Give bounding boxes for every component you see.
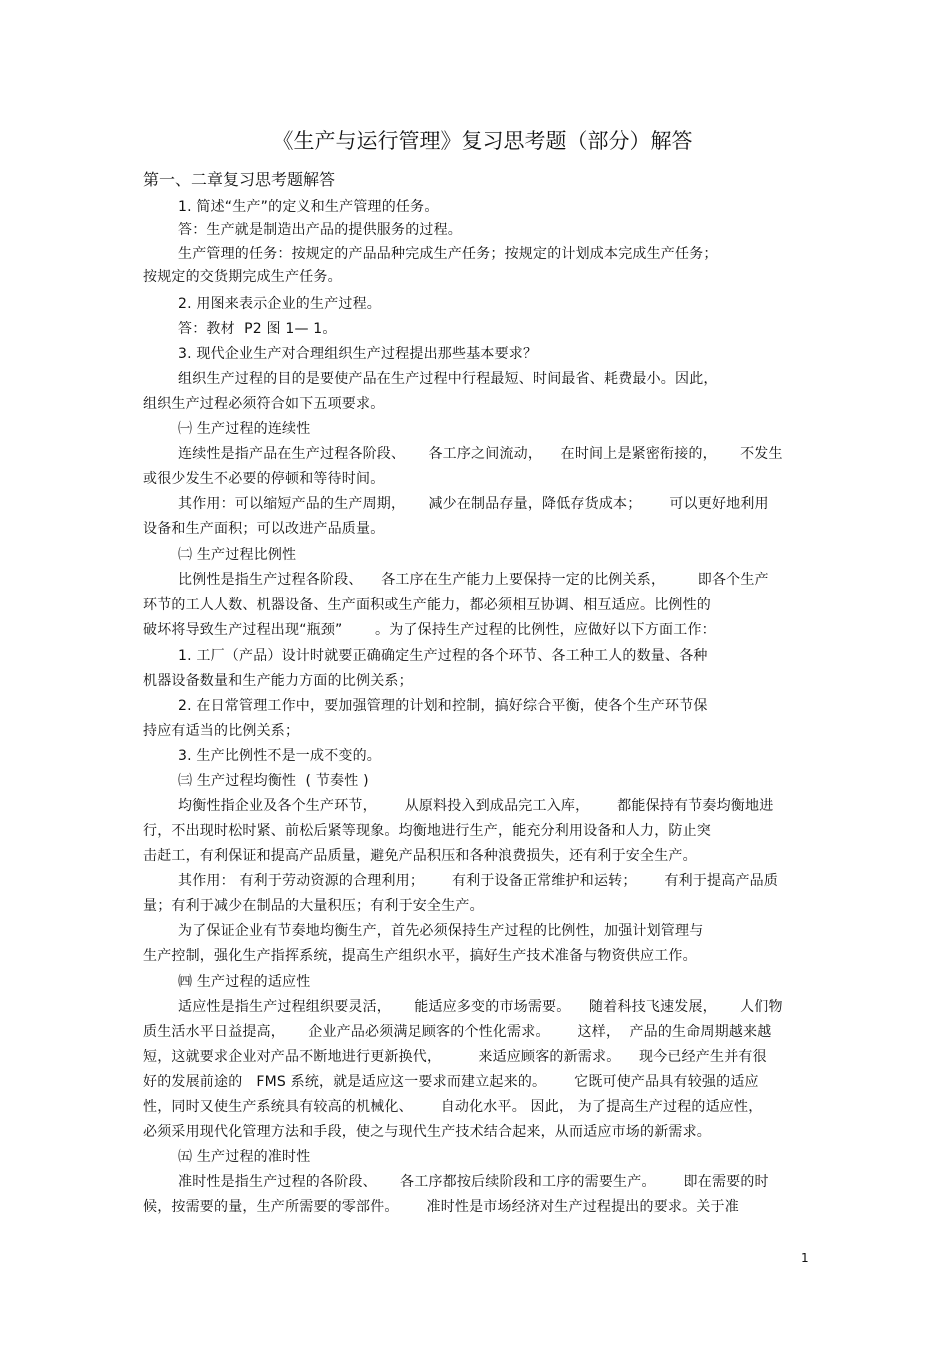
text-line: 1. 简述“生产”的定义和生产管理的任务。 [178,199,439,215]
text-line: 设备和生产面积；可以改进产品质量。 [143,521,385,537]
document-title: 《生产与运行管理》复习思考题（部分）解答 [272,129,693,153]
text-line: 短，这就要求企业对产品不断地进行更新换代， 来适应顾客的新需求。 现今已经产生并有很 [143,1049,767,1065]
text-line: 其作用： 有利于劳动资源的合理利用； 有利于设备正常维护和运转； 有利于提高产品质 [178,873,779,889]
text-line: 1. 工厂（产品）设计时就要正确确定生产过程的各个环节、各工种工人的数量、各种 [178,648,708,664]
text-line: 答：教材 P2 图 1— 1。 [178,321,337,337]
text-line: ㈢ 生产过程均衡性 ( 节奏性 ) [178,773,369,789]
text-line: 连续性是指产品在生产过程各阶段、 各工序之间流动， 在时间上是紧密衔接的， 不发生 [178,446,783,462]
text-line: 或很少发生不必要的停顿和等待时间。 [143,471,385,487]
text-line: 组织生产过程必须符合如下五项要求。 [143,396,385,412]
text-line: 2. 用图来表示企业的生产过程。 [178,296,382,312]
text-line: ㈤ 生产过程的准时性 [178,1149,311,1165]
text-line: 生产管理的任务：按规定的产品品种完成生产任务；按规定的计划成本完成生产任务； [178,246,718,262]
text-line: 行，不出现时松时紧、前松后紧等现象。均衡地进行生产，能充分利用设备和人力，防止突 [143,823,711,839]
text-line: 破坏将导致生产过程出现“瓶颈” 。为了保持生产过程的比例性，应做好以下方面工作： [143,622,716,638]
text-line: 好的发展前途的 FMS 系统，就是适应这一要求而建立起来的。 它既可使产品具有较强的适应 [143,1074,759,1090]
text-line: 击赶工，有利保证和提高产品质量，避免产品积压和各种浪费损失，还有利于安全生产。 [143,848,697,864]
text-line: 答：生产就是制造出产品的提供服务的过程。 [178,222,462,238]
text-line: 为了保证企业有节奏地均衡生产，首先必须保持生产过程的比例性，加强计划管理与 [178,923,704,939]
text-line: 准时性是指生产过程的各阶段、 各工序都按后续阶段和工序的需要生产。 即在需要的时 [178,1174,769,1190]
page-number: 1 [801,1251,809,1265]
text-line: 比例性是指生产过程各阶段、 各工序在生产能力上要保持一定的比例关系， 即各个生产 [178,572,769,588]
text-line: 2. 在日常管理工作中，要加强管理的计划和控制，搞好综合平衡，使各个生产环节保 [178,698,708,714]
text-line: 性，同时又使生产系统具有较高的机械化、 自动化水平。 因此， 为了提高生产过程的适应性， [143,1099,763,1115]
text-line: 机器设备数量和生产能力方面的比例关系； [143,673,413,689]
text-line: 均衡性指企业及各个生产环节， 从原料投入到成品完工入库， 都能保持有节奏均衡地进 [178,798,774,814]
text-line: 按规定的交货期完成生产任务。 [143,269,342,285]
text-line: 持应有适当的比例关系； [143,723,300,739]
text-line: 质生活水平日益提高， 企业产品必须满足顾客的个性化需求。 这样， 产品的生命周期越来越 [143,1024,772,1040]
text-line: 量；有利于减少在制品的大量积压；有利于安全生产。 [143,898,484,914]
text-line: 其作用：可以缩短产品的生产周期， 减少在制品存量，降低存货成本； 可以更好地利用 [178,496,769,512]
text-line: 必须采用现代化管理方法和手段，使之与现代生产技术结合起来，从而适应市场的新需求。 [143,1124,711,1140]
text-line: 3. 生产比例性不是一成不变的。 [178,748,382,764]
text-line: 3. 现代企业生产对合理组织生产过程提出那些基本要求？ [178,346,538,362]
text-line: 组织生产过程的目的是要使产品在生产过程中行程最短、时间最省、耗费最小。因此， [178,371,718,387]
text-line: 环节的工人人数、机器设备、生产面积或生产能力，都必须相互协调、相互适应。比例性的 [143,597,711,613]
text-line: 适应性是指生产过程组织要灵活， 能适应多变的市场需要。 随着科技飞速发展， 人们物 [178,999,783,1015]
text-line: ㈠ 生产过程的连续性 [178,421,311,437]
section-heading: 第一、二章复习思考题解答 [143,170,336,189]
text-line: 生产控制，强化生产指挥系统，提高生产组织水平，搞好生产技术准备与物资供应工作。 [143,948,697,964]
text-line: ㈡ 生产过程比例性 [178,547,297,563]
text-line: 候，按需要的量，生产所需要的零部件。 准时性是市场经济对生产过程提出的要求。关于准 [143,1199,739,1215]
text-line: ㈣ 生产过程的适应性 [178,974,311,990]
